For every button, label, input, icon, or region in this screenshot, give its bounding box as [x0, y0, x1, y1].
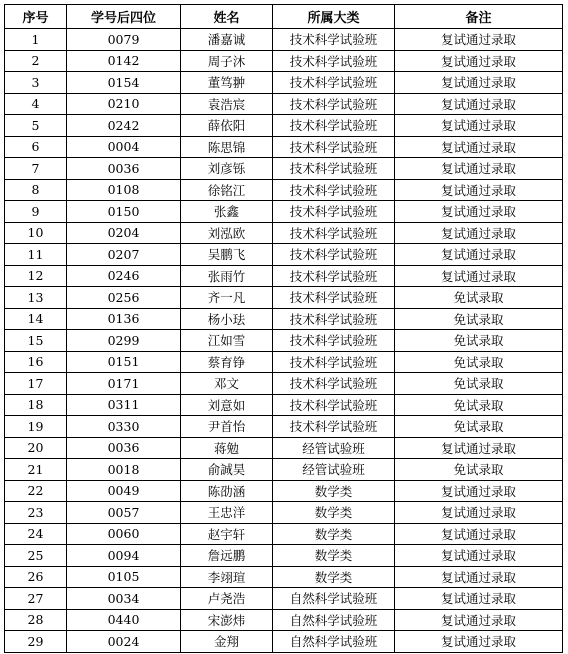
cell-student-id: 0036 [67, 158, 181, 180]
cell-remark: 复试通过录取 [395, 50, 563, 72]
cell-student-id: 0057 [67, 502, 181, 524]
cell-name: 卢尧浩 [181, 588, 273, 610]
cell-name: 张雨竹 [181, 265, 273, 287]
cell-category: 自然科学试验班 [273, 588, 395, 610]
cell-category: 技术科学试验班 [273, 416, 395, 438]
cell-index: 22 [5, 480, 67, 502]
table-row [5, 287, 563, 309]
cell-category: 数学类 [273, 566, 395, 588]
table-row [5, 201, 563, 223]
cell-remark: 复试通过录取 [395, 545, 563, 567]
cell-remark: 复试通过录取 [395, 115, 563, 137]
cell-category: 技术科学试验班 [273, 330, 395, 352]
cell-category: 技术科学试验班 [273, 265, 395, 287]
cell-remark: 复试通过录取 [395, 29, 563, 51]
table-row [5, 29, 563, 51]
cell-category: 数学类 [273, 545, 395, 567]
cell-remark: 复试通过录取 [395, 265, 563, 287]
cell-remark: 复试通过录取 [395, 244, 563, 266]
cell-category: 技术科学试验班 [273, 50, 395, 72]
cell-category: 技术科学试验班 [273, 287, 395, 309]
header-remark: 备注 [395, 5, 563, 29]
cell-index: 11 [5, 244, 67, 266]
cell-remark: 免试录取 [395, 416, 563, 438]
cell-category: 技术科学试验班 [273, 29, 395, 51]
table-body [5, 29, 563, 653]
cell-remark: 复试通过录取 [395, 201, 563, 223]
cell-student-id: 0204 [67, 222, 181, 244]
cell-index: 5 [5, 115, 67, 137]
cell-category: 数学类 [273, 502, 395, 524]
cell-student-id: 0171 [67, 373, 181, 395]
cell-student-id: 0018 [67, 459, 181, 481]
header-index: 序号 [5, 5, 67, 29]
cell-name: 金翔 [181, 631, 273, 653]
cell-name: 刘彦铄 [181, 158, 273, 180]
cell-student-id: 0142 [67, 50, 181, 72]
cell-remark: 复试通过录取 [395, 566, 563, 588]
cell-remark: 免试录取 [395, 287, 563, 309]
cell-remark: 免试录取 [395, 459, 563, 481]
table-row [5, 72, 563, 94]
cell-student-id: 0242 [67, 115, 181, 137]
cell-index: 6 [5, 136, 67, 158]
cell-index: 4 [5, 93, 67, 115]
cell-remark: 免试录取 [395, 330, 563, 352]
cell-remark: 免试录取 [395, 394, 563, 416]
table-row [5, 523, 563, 545]
table-row [5, 394, 563, 416]
cell-name: 刘泓欧 [181, 222, 273, 244]
cell-index: 14 [5, 308, 67, 330]
table-row [5, 609, 563, 631]
cell-index: 18 [5, 394, 67, 416]
cell-category: 数学类 [273, 523, 395, 545]
admission-table [4, 4, 563, 653]
table-header [5, 5, 563, 29]
table-row [5, 351, 563, 373]
cell-remark: 复试通过录取 [395, 523, 563, 545]
table-row [5, 158, 563, 180]
cell-category: 技术科学试验班 [273, 201, 395, 223]
cell-name: 张鑫 [181, 201, 273, 223]
table-row [5, 136, 563, 158]
table-row [5, 93, 563, 115]
cell-student-id: 0440 [67, 609, 181, 631]
cell-name: 齐一凡 [181, 287, 273, 309]
cell-student-id: 0024 [67, 631, 181, 653]
cell-remark: 复试通过录取 [395, 93, 563, 115]
cell-category: 经管试验班 [273, 459, 395, 481]
cell-index: 13 [5, 287, 67, 309]
cell-student-id: 0049 [67, 480, 181, 502]
table-row [5, 373, 563, 395]
cell-remark: 复试通过录取 [395, 72, 563, 94]
cell-remark: 复试通过录取 [395, 179, 563, 201]
cell-student-id: 0256 [67, 287, 181, 309]
cell-index: 25 [5, 545, 67, 567]
cell-category: 技术科学试验班 [273, 308, 395, 330]
table-row [5, 459, 563, 481]
cell-name: 宋澎炜 [181, 609, 273, 631]
cell-remark: 复试通过录取 [395, 502, 563, 524]
cell-student-id: 0299 [67, 330, 181, 352]
cell-index: 7 [5, 158, 67, 180]
table-row [5, 179, 563, 201]
cell-name: 董笃翀 [181, 72, 273, 94]
cell-category: 技术科学试验班 [273, 351, 395, 373]
cell-name: 薛依阳 [181, 115, 273, 137]
table-row [5, 222, 563, 244]
cell-remark: 复试通过录取 [395, 136, 563, 158]
cell-index: 19 [5, 416, 67, 438]
cell-index: 27 [5, 588, 67, 610]
cell-index: 28 [5, 609, 67, 631]
cell-student-id: 0094 [67, 545, 181, 567]
cell-remark: 复试通过录取 [395, 222, 563, 244]
cell-name: 杨小珐 [181, 308, 273, 330]
cell-student-id: 0034 [67, 588, 181, 610]
cell-remark: 复试通过录取 [395, 480, 563, 502]
cell-category: 技术科学试验班 [273, 72, 395, 94]
cell-remark: 复试通过录取 [395, 437, 563, 459]
cell-index: 9 [5, 201, 67, 223]
cell-name: 吴鹏飞 [181, 244, 273, 266]
table-row [5, 631, 563, 653]
header-student-id: 学号后四位 [67, 5, 181, 29]
cell-index: 20 [5, 437, 67, 459]
cell-category: 技术科学试验班 [273, 222, 395, 244]
cell-student-id: 0150 [67, 201, 181, 223]
cell-name: 蒋勉 [181, 437, 273, 459]
table-row [5, 588, 563, 610]
cell-index: 26 [5, 566, 67, 588]
cell-index: 21 [5, 459, 67, 481]
cell-category: 技术科学试验班 [273, 136, 395, 158]
table-row [5, 437, 563, 459]
table-row [5, 244, 563, 266]
cell-category: 技术科学试验班 [273, 158, 395, 180]
header-name: 姓名 [181, 5, 273, 29]
cell-remark: 免试录取 [395, 308, 563, 330]
cell-student-id: 0246 [67, 265, 181, 287]
cell-index: 8 [5, 179, 67, 201]
table-row [5, 545, 563, 567]
cell-category: 自然科学试验班 [273, 631, 395, 653]
cell-student-id: 0311 [67, 394, 181, 416]
cell-student-id: 0151 [67, 351, 181, 373]
cell-student-id: 0036 [67, 437, 181, 459]
cell-category: 数学类 [273, 480, 395, 502]
cell-category: 技术科学试验班 [273, 179, 395, 201]
cell-remark: 复试通过录取 [395, 158, 563, 180]
table-row [5, 330, 563, 352]
cell-name: 周子沐 [181, 50, 273, 72]
cell-name: 赵宇轩 [181, 523, 273, 545]
table-row [5, 502, 563, 524]
cell-student-id: 0108 [67, 179, 181, 201]
cell-student-id: 0004 [67, 136, 181, 158]
cell-index: 1 [5, 29, 67, 51]
cell-student-id: 0207 [67, 244, 181, 266]
cell-index: 15 [5, 330, 67, 352]
cell-name: 徐铭江 [181, 179, 273, 201]
cell-category: 经管试验班 [273, 437, 395, 459]
table-row [5, 416, 563, 438]
cell-remark: 复试通过录取 [395, 588, 563, 610]
cell-name: 尹首怡 [181, 416, 273, 438]
cell-category: 技术科学试验班 [273, 394, 395, 416]
header-category: 所属大类 [273, 5, 395, 29]
cell-index: 2 [5, 50, 67, 72]
table-row [5, 566, 563, 588]
cell-index: 3 [5, 72, 67, 94]
cell-name: 王忠洋 [181, 502, 273, 524]
cell-name: 袁浩宸 [181, 93, 273, 115]
table-row [5, 50, 563, 72]
cell-category: 自然科学试验班 [273, 609, 395, 631]
cell-student-id: 0105 [67, 566, 181, 588]
cell-name: 潘嘉诚 [181, 29, 273, 51]
cell-name: 李翊瑄 [181, 566, 273, 588]
cell-student-id: 0210 [67, 93, 181, 115]
cell-student-id: 0079 [67, 29, 181, 51]
cell-category: 技术科学试验班 [273, 115, 395, 137]
cell-category: 技术科学试验班 [273, 244, 395, 266]
cell-remark: 免试录取 [395, 351, 563, 373]
cell-student-id: 0060 [67, 523, 181, 545]
table-row [5, 265, 563, 287]
cell-index: 10 [5, 222, 67, 244]
cell-category: 技术科学试验班 [273, 93, 395, 115]
cell-category: 技术科学试验班 [273, 373, 395, 395]
cell-index: 24 [5, 523, 67, 545]
cell-remark: 免试录取 [395, 373, 563, 395]
cell-remark: 复试通过录取 [395, 609, 563, 631]
table-row [5, 480, 563, 502]
cell-index: 16 [5, 351, 67, 373]
cell-name: 蔡育铮 [181, 351, 273, 373]
cell-student-id: 0154 [67, 72, 181, 94]
table-row [5, 115, 563, 137]
cell-name: 陈思锦 [181, 136, 273, 158]
cell-index: 23 [5, 502, 67, 524]
cell-name: 刘意如 [181, 394, 273, 416]
cell-remark: 复试通过录取 [395, 631, 563, 653]
cell-student-id: 0136 [67, 308, 181, 330]
cell-index: 17 [5, 373, 67, 395]
cell-name: 俞誠昊 [181, 459, 273, 481]
cell-student-id: 0330 [67, 416, 181, 438]
table-row [5, 308, 563, 330]
cell-name: 詹远鹏 [181, 545, 273, 567]
cell-name: 江如雪 [181, 330, 273, 352]
cell-name: 邓文 [181, 373, 273, 395]
header-row [5, 5, 563, 29]
cell-index: 29 [5, 631, 67, 653]
cell-index: 12 [5, 265, 67, 287]
cell-name: 陈劭涵 [181, 480, 273, 502]
